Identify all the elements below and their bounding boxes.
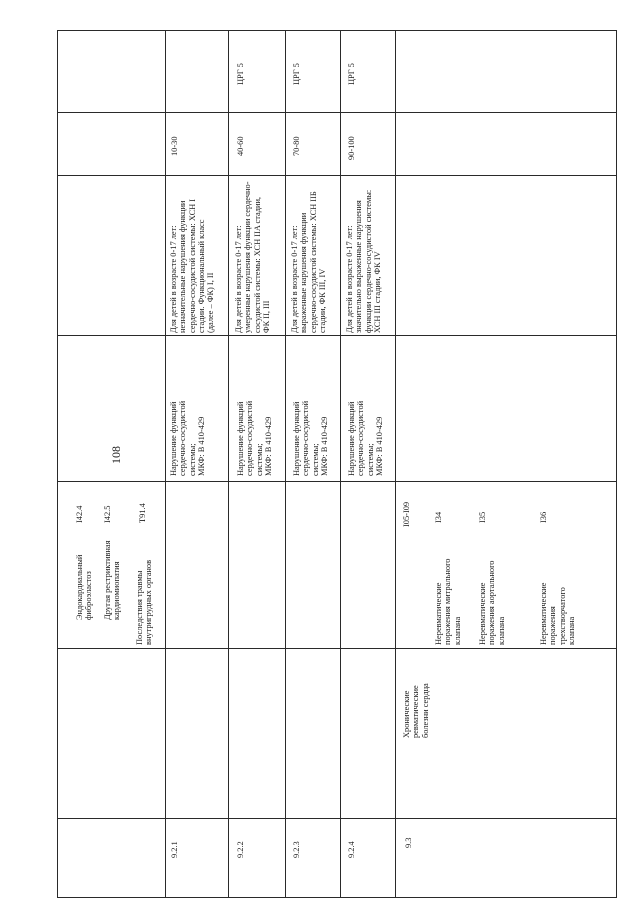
row-number: 9.2.4 [347, 841, 356, 858]
row-divider [228, 30, 229, 898]
impairment-cell: Нарушение функций сердечно-сосудистой системы; МКФ: В 410-429 [169, 400, 206, 476]
diagnosis-code: I42.5 [103, 505, 112, 523]
column-divider [57, 335, 617, 336]
disease-class-name: Хронические ревматические болезни сердца [402, 683, 430, 738]
diagnosis-code: T91.4 [138, 503, 147, 523]
diagnosis-code: I36 [539, 511, 548, 523]
target-group: ЦРГ 5 [292, 63, 301, 85]
disability-criteria-table [57, 30, 617, 898]
diagnosis-code: I34 [434, 511, 443, 523]
row-number: 9.2.1 [170, 841, 179, 858]
percent-range: 70-80 [292, 136, 301, 156]
percent-range: 10-30 [170, 136, 179, 156]
target-group: ЦРГ 5 [236, 63, 245, 85]
percent-range: 40-60 [236, 136, 245, 156]
column-divider [57, 112, 617, 113]
row-divider [165, 30, 166, 898]
diagnosis-name: Последствия травмы внутригрудных органов [135, 559, 154, 645]
diagnosis-code: I42.4 [75, 505, 84, 523]
diagnosis-code: I35 [478, 511, 487, 523]
column-divider [57, 648, 617, 649]
diagnosis-name: Неревматические поражения митрального клапана [434, 558, 462, 645]
impairment-cell: Нарушение функций сердечно-сосудистой системы; МКФ: В 410-429 [236, 400, 273, 476]
diagnosis-name: Эндокардиальный фиброэластоз [75, 554, 94, 620]
percent-range: 90-100 [347, 136, 356, 160]
row-divider [340, 30, 341, 898]
section-number: 9.3 [404, 837, 413, 848]
target-group: ЦРГ 5 [347, 63, 356, 85]
row-number: 9.2.3 [292, 841, 301, 858]
impairment-cell: Нарушение функций сердечно-сосудистой системы; МКФ: В 410-429 [347, 400, 384, 476]
column-divider [57, 175, 617, 176]
page-number: 108 [109, 446, 123, 464]
severity-description: Для детей в возрасте 0-17 лет: значительно выраженные нарушения функции сердечно-сосудистой системы: ХСН III стадии, ФК IV [345, 189, 382, 333]
diagnosis-name: Неревматические поражения трехстворчатого клапана [539, 582, 576, 645]
severity-description: Для детей в возрасте 0-17 лет: умеренные нарушения функции сердечно- сосудистой системы: ХСН IIA стадии, ФК II, III [234, 181, 271, 333]
row-divider [395, 30, 396, 898]
row-number: 9.2.2 [236, 841, 245, 858]
column-divider [57, 481, 617, 482]
diagnosis-name: Неревматические поражения аортального клапана [478, 560, 506, 645]
severity-description: Для детей в возрасте 0-17 лет: выраженные нарушения функции сердечно-сосудистой системы: ХСН IIБ стадии, ФК III, IV [290, 191, 327, 333]
impairment-cell: Нарушение функций сердечно-сосудистой системы; МКФ: В 410-429 [292, 400, 329, 476]
severity-description: Для детей в возрасте 0-17 лет: незначительные нарушения функции сердечно-сосудистой системы: ХСН I стадии. Функциональный класс (далее – ФК) I, II [169, 198, 216, 333]
disease-class-code: I05-I09 [402, 501, 411, 527]
column-divider [57, 818, 617, 819]
diagnosis-name: Другая рестриктивная кардиомиопатия [103, 540, 122, 620]
row-divider [285, 30, 286, 898]
